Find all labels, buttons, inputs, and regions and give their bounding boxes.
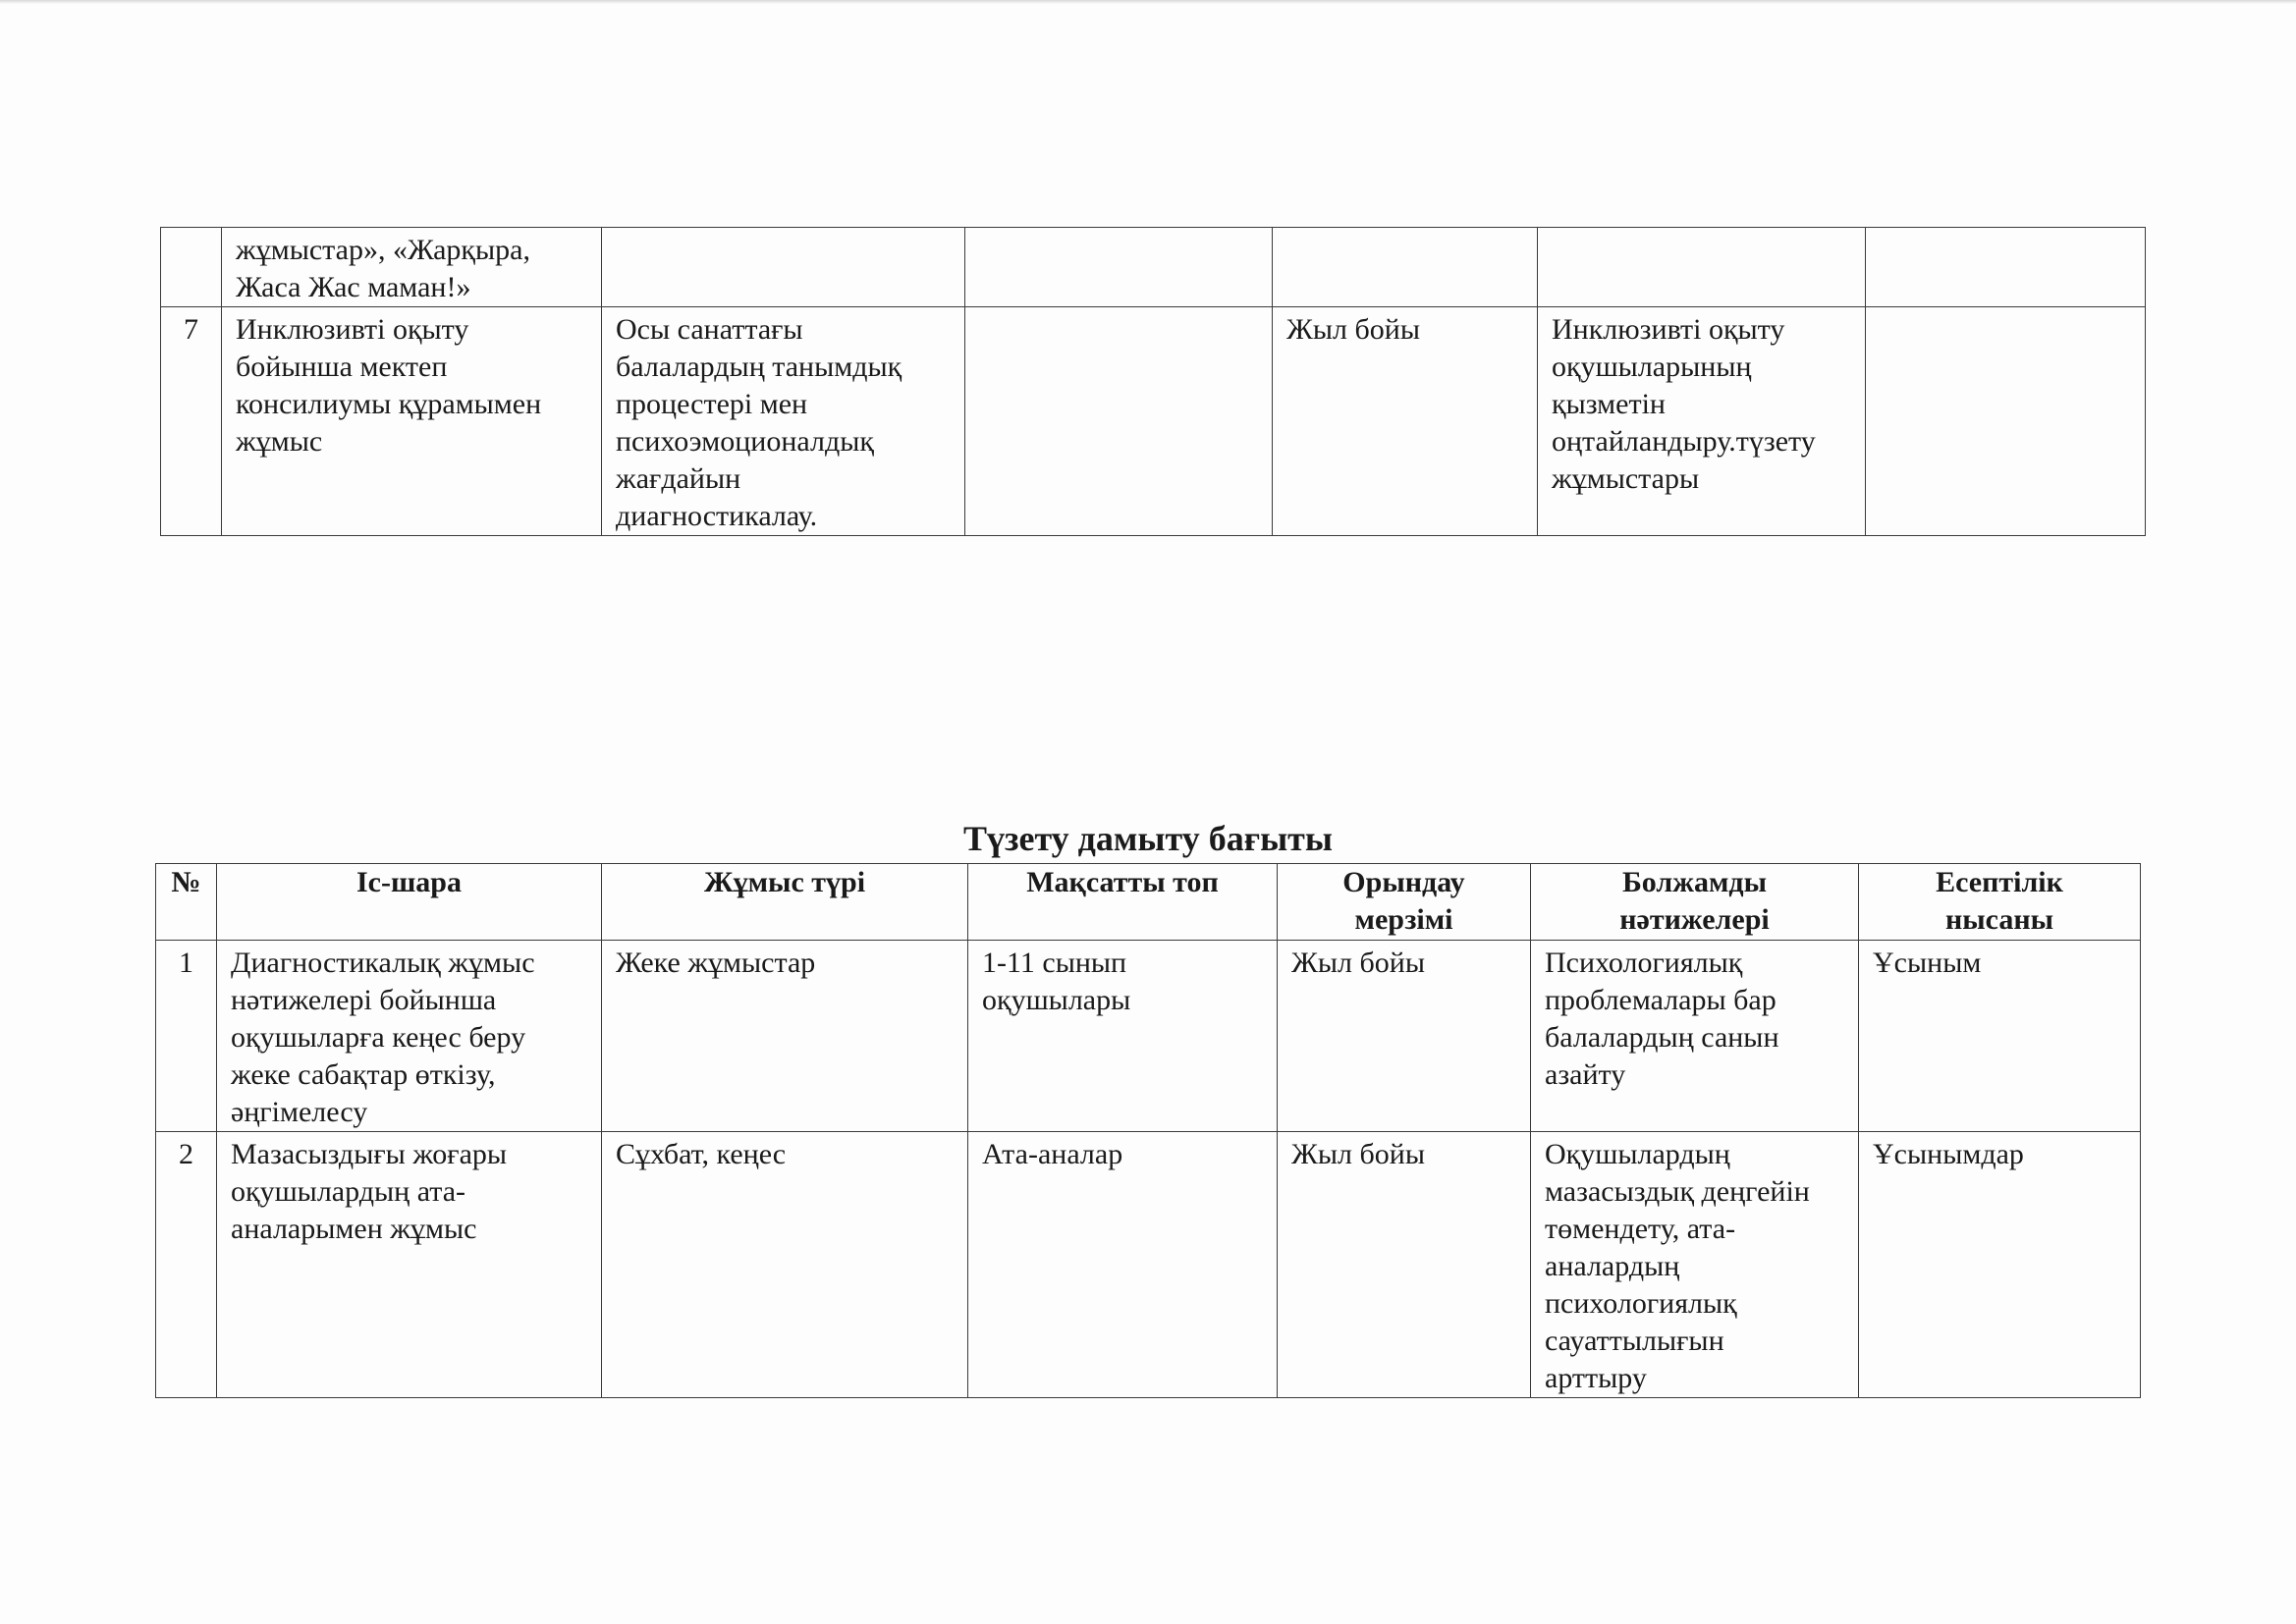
expected-results-cell: Психологиялық проблемалары бар балалардың санын азайту	[1531, 941, 1859, 1132]
target-group-cell	[965, 307, 1273, 536]
expected-results-cell	[1538, 228, 1866, 307]
report-form-cell	[1866, 228, 2146, 307]
target-group-cell: 1-11 сынып оқушылары	[968, 941, 1278, 1132]
header-report-form: Есептілік нысаны	[1859, 864, 2141, 941]
event-cell: Мазасыздығы жоғары оқушылардың ата- аналарымен жұмыс	[217, 1132, 602, 1398]
row-number: 7	[161, 307, 222, 536]
expected-results-cell: Инклюзивті оқыту оқушыларының қызметін оңтайландыру.түзету жұмыстары	[1538, 307, 1866, 536]
expected-results-cell: Оқушылардың мазасыздық деңгейін төмендету, ата- аналардың психологиялық сауаттылығын арттыру	[1531, 1132, 1859, 1398]
target-group-cell: Ата-аналар	[968, 1132, 1278, 1398]
report-form-cell: Ұсыным	[1859, 941, 2141, 1132]
correction-table	[155, 863, 2141, 1398]
scan-edge	[0, 0, 2296, 4]
deadline-cell: Жыл бойы	[1278, 1132, 1531, 1398]
work-type-cell: Осы санаттағы балалардың танымдық процестері мен психоэмоционалдық жағдайын диагностикалау.	[602, 307, 965, 536]
deadline-cell: Жыл бойы	[1278, 941, 1531, 1132]
table-row	[161, 228, 2146, 307]
deadline-cell	[1273, 228, 1538, 307]
report-form-cell: Ұсынымдар	[1859, 1132, 2141, 1398]
table-header-row	[156, 864, 2141, 941]
header-deadline: Орындау мерзімі	[1278, 864, 1531, 941]
header-expected-results: Болжамды нәтижелері	[1531, 864, 1859, 941]
work-type-cell	[602, 228, 965, 307]
target-group-cell	[965, 228, 1273, 307]
deadline-cell: Жыл бойы	[1273, 307, 1538, 536]
event-cell: Инклюзивті оқыту бойынша мектеп консилиумы құрамымен жұмыс	[222, 307, 602, 536]
event-cell: Диагностикалық жұмыс нәтижелері бойынша оқушыларға кеңес беру жеке сабақтар өткізу, әңгімелесу	[217, 941, 602, 1132]
row-number: 2	[156, 1132, 217, 1398]
work-type-cell: Сұхбат, кеңес	[602, 1132, 968, 1398]
header-target-group: Мақсатты топ	[968, 864, 1278, 941]
row-number: 1	[156, 941, 217, 1132]
section-title: Түзету дамыту бағыты	[963, 819, 1333, 858]
work-type-cell: Жеке жұмыстар	[602, 941, 968, 1132]
continuation-table	[160, 227, 2146, 536]
table-row	[156, 1132, 2141, 1398]
header-num: №	[156, 864, 217, 941]
event-cell: жұмыстар», «Жарқыра, Жаса Жас маман!»	[222, 228, 602, 307]
row-number	[161, 228, 222, 307]
header-work-type: Жұмыс түрі	[602, 864, 968, 941]
header-event: Іс-шара	[217, 864, 602, 941]
table-row	[156, 941, 2141, 1132]
report-form-cell	[1866, 307, 2146, 536]
table-row	[161, 307, 2146, 536]
